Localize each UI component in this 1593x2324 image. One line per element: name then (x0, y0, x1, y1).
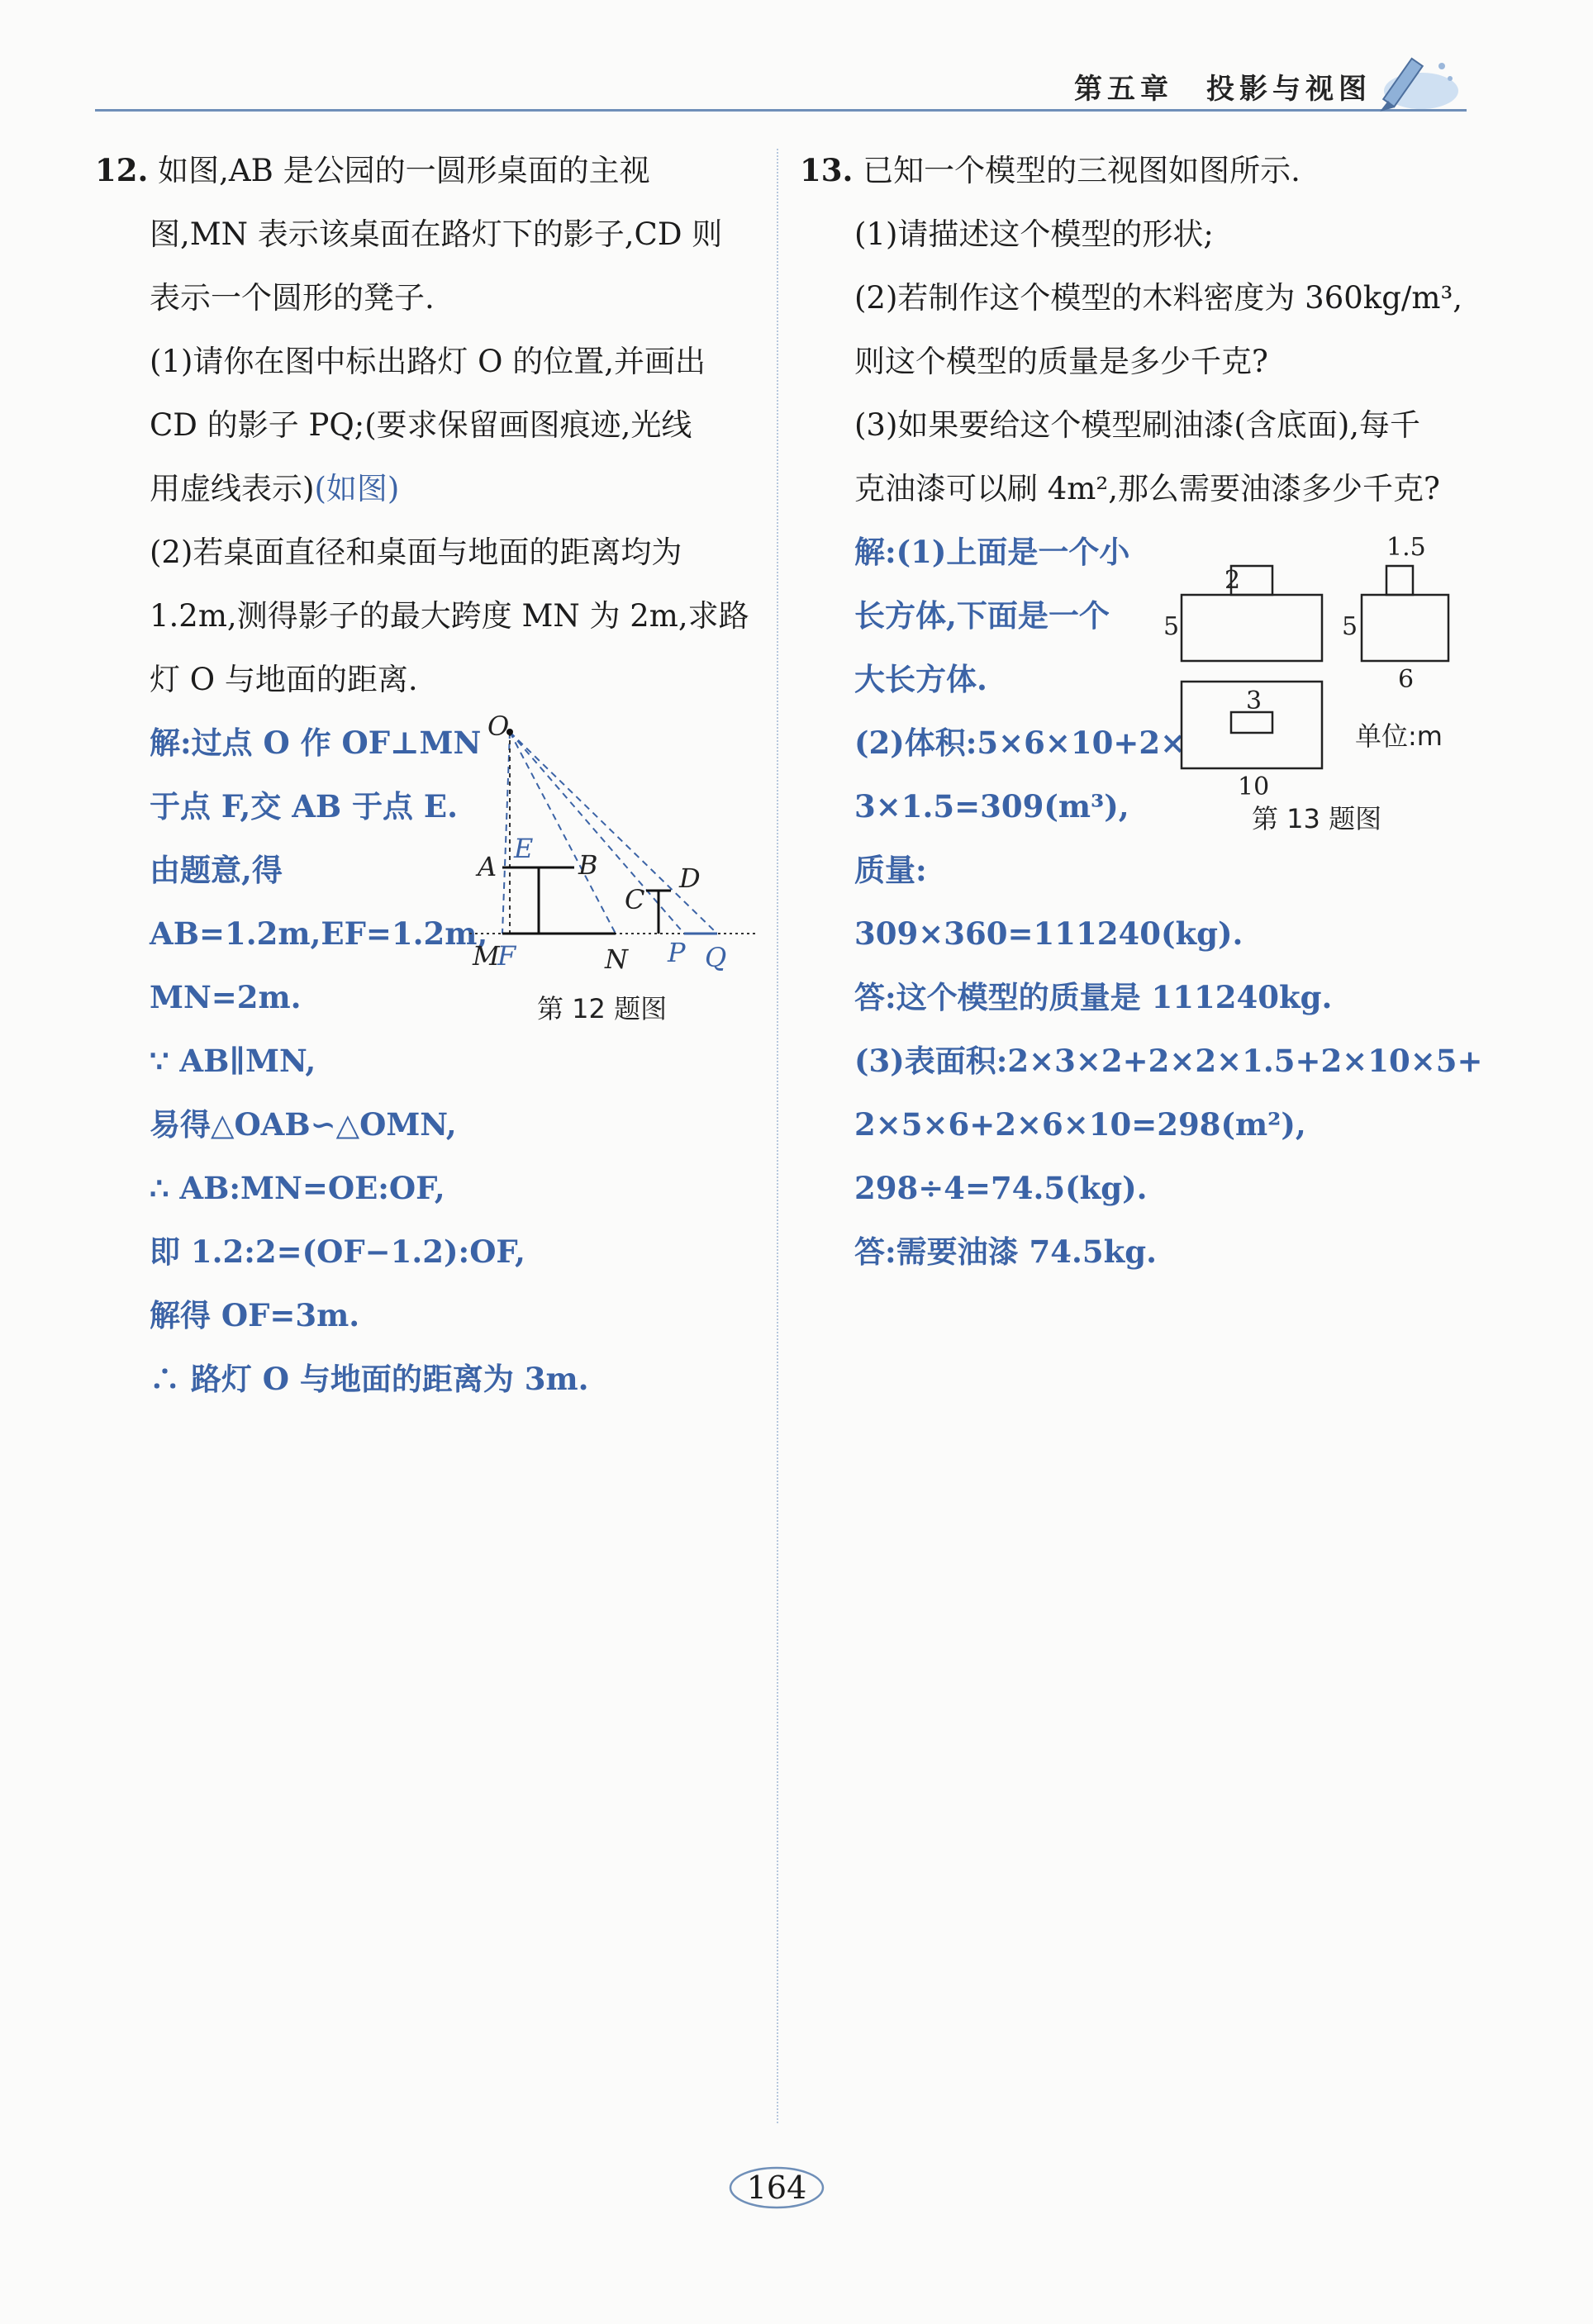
figure-12 (463, 711, 768, 1033)
q12-text-1: 如图,AB 是公园的一圆形桌面的主视 (158, 153, 650, 188)
fig12-label-N: N (605, 943, 628, 975)
fig13-front-height: 5 (1163, 612, 1180, 641)
fig12-label-B: B (578, 849, 598, 881)
fig13-unit: 单位:m (1355, 720, 1443, 752)
column-divider (777, 149, 778, 2123)
fig13-side-height: 5 (1342, 612, 1358, 641)
q13-sol-7: 309×360=111240(kg). (854, 915, 1243, 952)
q13-sol-3: 大长方体. (854, 661, 987, 697)
q12-number: 12. (95, 152, 149, 188)
q13-sol-1: 解:(1)上面是一个小 (854, 534, 1130, 570)
fig12-label-A: A (478, 851, 497, 882)
q13-line-2: (1)请描述这个模型的形状; (854, 216, 1214, 252)
page-number: 164 (746, 2170, 807, 2206)
q12-line-4: (1)请你在图中标出路灯 O 的位置,并画出 (150, 344, 706, 379)
q13-line-5: (3)如果要给这个模型刷油漆(含底面),每千 (854, 407, 1421, 443)
q12-line-3: 表示一个圆形的凳子. (150, 280, 435, 316)
fig13-caption: 第 13 题图 (1252, 803, 1382, 834)
q13-line-1 (800, 139, 1477, 202)
q13-sol-11: 298÷4=74.5(kg). (854, 1170, 1148, 1206)
q13-sol-5: 3×1.5=309(m³), (854, 788, 1129, 825)
fig12-label-F: F (497, 940, 516, 972)
fig13-front-top-width: 2 (1224, 566, 1241, 595)
q12-sol-5: MN=2m. (150, 979, 302, 1015)
q13-sol-6: 质量: (854, 852, 927, 888)
q12-line-6 (95, 457, 756, 520)
fig12-label-M: M (473, 940, 500, 972)
q13-sol-2: 长方体,下面是一个 (854, 597, 1110, 634)
q12-sol-11: ∴ 路灯 O 与地面的距离为 3m. (150, 1361, 589, 1397)
q12-text-6: 用虚线表示) (150, 471, 315, 506)
q12-sol-9: 即 1.2:2=(OF−1.2):OF, (150, 1233, 525, 1270)
q12-sol-4: AB=1.2m,EF=1.2m, (150, 915, 488, 952)
q12-line-8: 1.2m,测得影子的最大跨度 MN 为 2m,求路 (150, 598, 749, 634)
q12-line-9: 灯 O 与地面的距离. (150, 662, 418, 697)
q12-line-2: 图,MN 表示该桌面在路灯下的影子,CD 则 (150, 216, 723, 252)
q13-number: 13. (800, 152, 854, 188)
fig12-label-D: D (679, 863, 701, 894)
fig12-label-O: O (487, 711, 510, 742)
figure-13 (1157, 529, 1479, 843)
fig12-label-E: E (514, 833, 534, 864)
q13-line-3: (2)若制作这个模型的木料密度为 360kg/m³, (854, 280, 1463, 316)
fig12-label-C: C (625, 884, 645, 915)
pencil-book-icon (1363, 33, 1462, 124)
fig13-side-top-width: 1.5 (1386, 533, 1426, 562)
q12-sol-6: ∵ AB∥MN, (150, 1043, 316, 1079)
q12-sol-1: 解:过点 O 作 OF⊥MN (150, 725, 482, 761)
fig12-label-P: P (668, 937, 686, 968)
chapter-title: 第五章 投影与视图 (1074, 73, 1372, 106)
q12-hint: (如图) (314, 471, 400, 506)
q13-line-4: 则这个模型的质量是多少千克? (854, 344, 1268, 379)
q12-sol-10: 解得 OF=3m. (150, 1297, 360, 1333)
q13-sol-12: 答:需要油漆 74.5kg. (854, 1233, 1158, 1270)
q13-sol-8: 答:这个模型的质量是 111240kg. (854, 979, 1333, 1015)
q12-line-5: CD 的影子 PQ;(要求保留画图痕迹,光线 (150, 407, 692, 443)
fig12-label-Q: Q (705, 942, 727, 973)
q12-sol-2: 于点 F,交 AB 于点 E. (150, 788, 459, 825)
fig13-side-width: 6 (1398, 665, 1415, 694)
q12-sol-3: 由题意,得 (150, 852, 283, 888)
q12-sol-8: ∴ AB:MN=OE:OF, (150, 1170, 445, 1206)
q13-line-6: 克油漆可以刷 4m²,那么需要油漆多少千克? (854, 471, 1440, 506)
q13-sol-9: (3)表面积:2×3×2+2×2×1.5+2×10×5+ (854, 1043, 1483, 1079)
q12-sol-7: 易得△OAB∽△OMN, (150, 1106, 457, 1143)
q13-sol-4: (2)体积:5×6×10+2× (854, 725, 1186, 761)
fig13-top-width: 10 (1238, 772, 1270, 801)
header-rule (95, 109, 1467, 112)
q13-text-1: 已知一个模型的三视图如图所示. (863, 153, 1301, 188)
fig12-caption: 第 12 题图 (537, 993, 668, 1024)
q13-sol-10: 2×5×6+2×6×10=298(m²), (854, 1106, 1306, 1143)
page-number-badge (727, 2165, 826, 2211)
fig13-top-inner: 3 (1246, 687, 1263, 715)
q12-line-7: (2)若桌面直径和桌面与地面的距离均为 (150, 535, 682, 570)
q12-line-1 (95, 139, 756, 202)
